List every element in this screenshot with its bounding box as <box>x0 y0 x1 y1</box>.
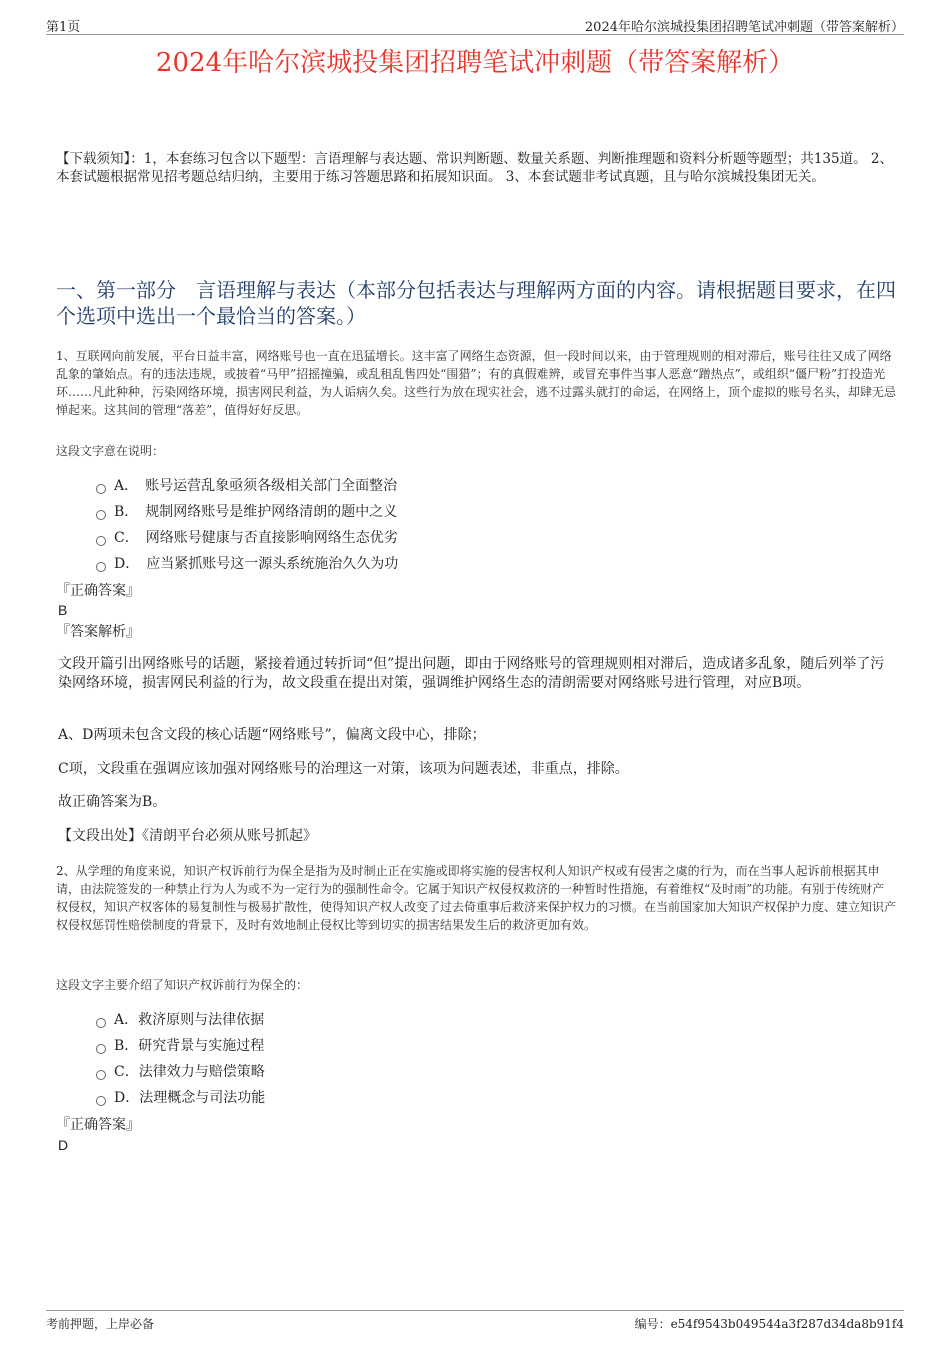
question-2-option-c[interactable] <box>96 1061 265 1083</box>
question-1-prompt: 这段文字意在说明： <box>56 444 165 458</box>
question-2-option-b[interactable] <box>96 1035 264 1057</box>
page-title: 2024年哈尔滨城投集团招聘笔试冲刺题（带答案解析） <box>155 48 795 78</box>
option-label: C．法律效力与赔偿策略 <box>114 1064 265 1080</box>
option-label: D．法理概念与司法功能 <box>114 1090 266 1106</box>
option-label: D． 应当紧抓账号这一源头系统施治久久为功 <box>114 556 399 572</box>
analysis-paragraph: A、D两项未包含文段的核心话题“网络账号”，偏离文段中心，排除； <box>58 727 486 743</box>
radio-icon[interactable] <box>96 1044 106 1054</box>
source-citation: 【文段出处】《清朗平台必须从账号抓起》 <box>58 828 317 844</box>
question-1-analysis-label: 『答案解析』 <box>56 624 140 640</box>
analysis-paragraph: C项，文段重在强调应该加强对网络账号的治理这一对策，该项为问题表述，非重点，排除。 <box>58 761 629 777</box>
option-label: A．救济原则与法律依据 <box>114 1012 265 1028</box>
radio-icon[interactable] <box>96 1096 106 1106</box>
option-label: C． 网络账号健康与否直接影响网络生态优劣 <box>114 530 398 546</box>
question-1-answer: B <box>58 602 68 618</box>
question-2-text: 2、从学理的角度来说，知识产权诉前行为保全是指为及时制止正在实施或即将实施的侵害权利人知识产权或有侵害之虞的行为，而在当事人起诉前根据其申请，由法院签发的一种禁止行为人为或不为一定行为的强制性命令。它属于知识产权侵权救济的一种暂时性措施，有着维权“及时雨”的功能。有别于传统财产权侵权，知识产权客体的易复制性与极易扩散性，使得知识产权人改变了过去倚重事后救济来保护权力的习惯。在当前国家加大知识产权保护力度、建立知识产权侵权惩罚性赔偿制度的背景下，及时有效地制止侵权比等到切实的损害结果发生后的救济更加有效。 <box>56 864 897 932</box>
option-label: B．研究背景与实施过程 <box>114 1038 265 1054</box>
radio-icon[interactable] <box>96 1070 106 1080</box>
radio-icon[interactable] <box>96 562 106 572</box>
question-1-option-d[interactable] <box>96 553 398 575</box>
question-2-answer-label: 『正确答案』 <box>56 1117 140 1133</box>
radio-icon[interactable] <box>96 536 106 546</box>
question-1-option-a[interactable] <box>96 475 397 497</box>
question-1-option-c[interactable] <box>96 527 398 549</box>
footer-rule <box>46 1310 904 1311</box>
download-notice: 【下载须知】：1，本套练习包含以下题型：言语理解与表达题、常识判断题、数量关系题、判断推理题和资料分析题等题型；共135道。 2、本套试题根据常见招考题总结归纳，主要用于练习答题思路和拓展知识面。 3、本套试题非考试真题，且与哈尔滨城投集团无关。 <box>56 151 893 185</box>
header-page-number: 第1页 <box>46 20 81 35</box>
question-1-answer-label: 『正确答案』 <box>56 583 140 599</box>
section-heading-1: 一、第一部分 言语理解与表达（本部分包括表达与理解两方面的内容。请根据题目要求，在四个选项中选出一个最恰当的答案。） <box>56 278 896 328</box>
radio-icon[interactable] <box>96 1018 106 1028</box>
radio-icon[interactable] <box>96 510 106 520</box>
option-label: A． 账号运营乱象亟须各级相关部门全面整治 <box>114 478 398 494</box>
header-rule <box>46 34 904 35</box>
radio-icon[interactable] <box>96 484 106 494</box>
question-2-prompt: 这段文字主要介绍了知识产权诉前行为保全的： <box>56 978 309 992</box>
footer-slogan: 考前押题，上岸必备 <box>46 1317 155 1331</box>
question-2-option-a[interactable] <box>96 1009 264 1031</box>
header-doc-title: 2024年哈尔滨城投集团招聘笔试冲刺题（带答案解析） <box>584 20 904 35</box>
question-2-answer: D <box>58 1137 69 1153</box>
analysis-paragraph: 故正确答案为B。 <box>58 794 167 810</box>
option-label: B． 规制网络账号是维护网络清朗的题中之义 <box>114 504 398 520</box>
analysis-paragraph: 文段开篇引出网络账号的话题，紧接着通过转折词“但”提出问题，即由于网络账号的管理规则相对滞后，造成诸多乱象，随后列举了污染网络环境，损害网民利益的行为，故文段重在提出对策，强调维护网络生态的清朗需要对网络账号进行管理，对应B项。 <box>58 656 885 691</box>
question-1-text: 1、互联网向前发展，平台日益丰富，网络账号也一直在迅猛增长。这丰富了网络生态资源，但一段时间以来，由于管理规则的相对滞后，账号往往又成了网络乱象的肇始点。有的违法违规，或披着“马甲”招摇撞骗，或乱租乱售四处“围猎”；有的真假难辨，或冒充事件当事人恶意“蹭热点”，或组织“僵尸粉”打投造光环……凡此种种，污染网络环境，损害网民利益，为人诟病久矣。这些行为放在现实社会，逃不过露头就打的命运，在网络上，顶个虚拟的账号名头，却肆无忌惮起来。这其间的管理“落差”，值得好好反思。 <box>56 349 897 417</box>
question-2-option-d[interactable] <box>96 1087 265 1109</box>
question-1-option-b[interactable] <box>96 501 397 523</box>
footer-doc-id: 编号：e54f9543b049544a3f287d34da8b91f4 <box>634 1317 904 1331</box>
